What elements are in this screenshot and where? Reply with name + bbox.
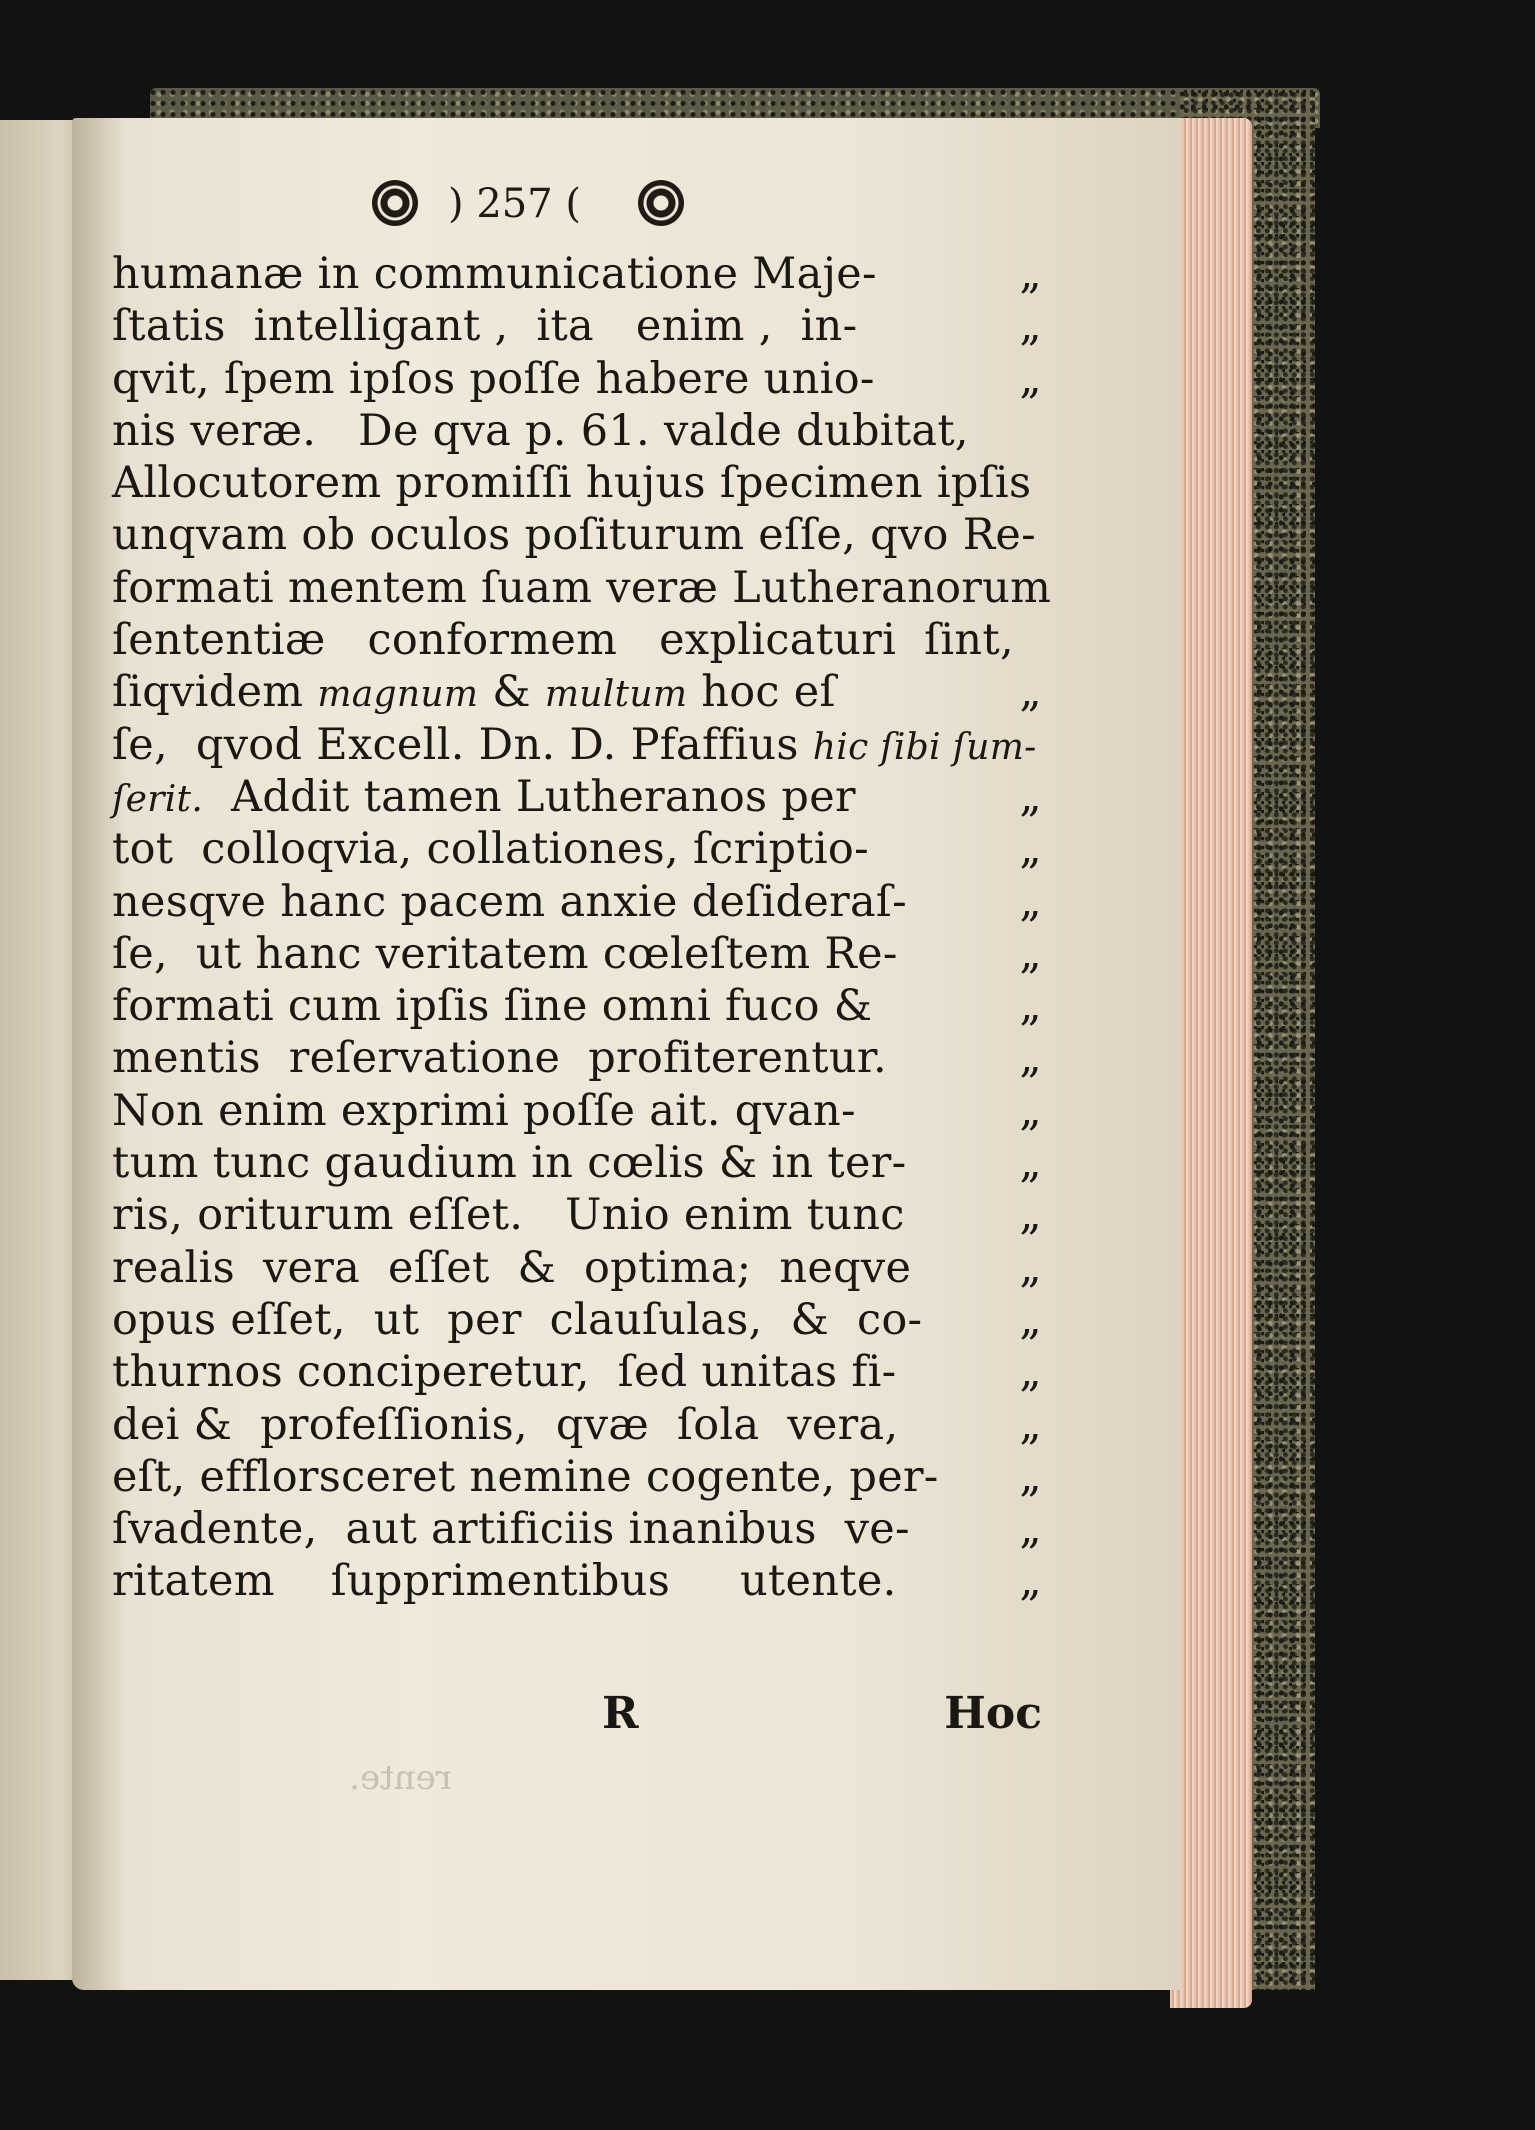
text-line xyxy=(112,823,1042,875)
line-text xyxy=(112,614,1014,666)
text-span: ſe, ut hanc veritatem cœleſtem Re- xyxy=(112,928,898,979)
text-line xyxy=(112,1294,1042,1346)
text-span: eſt, efflorsceret nemine cogente, per- xyxy=(112,1451,939,1502)
quote-mark: „ xyxy=(1019,667,1042,718)
quote-mark: „ xyxy=(1019,1033,1042,1084)
line-text xyxy=(112,457,1031,509)
page-number: ) 257 ( xyxy=(448,181,581,227)
text-span: nesqve hanc pacem anxie deſideraſ- xyxy=(112,876,907,927)
quote-mark: „ xyxy=(1019,824,1042,875)
line-text xyxy=(112,666,836,721)
quote-mark: „ xyxy=(1019,1556,1042,1607)
text-span: ſe, qvod Excell. Dn. D. Pfaffius xyxy=(112,719,813,770)
text-span: thurnos conciperetur, ſed unitas fi- xyxy=(112,1347,897,1398)
quote-mark: „ xyxy=(1019,771,1042,822)
text-line xyxy=(112,457,1042,509)
text-line xyxy=(112,353,1042,405)
quote-mark: „ xyxy=(1019,301,1042,352)
text-span: mentis reſervatione profiterentur. xyxy=(112,1033,887,1084)
line-text xyxy=(112,1555,897,1607)
show-through-text: rente. xyxy=(349,1758,452,1798)
signature-mark: R xyxy=(602,1688,639,1739)
quote-mark: „ xyxy=(1019,928,1042,979)
quote-mark: „ xyxy=(1019,876,1042,927)
quote-mark: „ xyxy=(1019,1451,1042,1502)
text-span: ſententiæ conformem explicaturi ſint, xyxy=(112,615,1014,666)
line-text xyxy=(112,1451,939,1503)
text-span: ris, oriturum eſſet. Unio enim tunc xyxy=(112,1190,905,1241)
book-page-257 xyxy=(72,118,1182,1990)
text-line xyxy=(112,1451,1042,1503)
text-line xyxy=(112,300,1042,352)
page-edges xyxy=(1170,118,1252,2008)
line-text xyxy=(112,1085,856,1137)
text-span: Non enim exprimi poſſe ait. qvan- xyxy=(112,1085,856,1136)
line-text xyxy=(112,1189,905,1241)
text-span: formati cum ipſis ſine omni fuco & xyxy=(112,981,873,1032)
line-text xyxy=(112,405,969,457)
text-span: humanæ in communicatione Maje- xyxy=(112,249,877,299)
text-span: tot colloqvia, collationes, ſcriptio- xyxy=(112,824,869,875)
text-span: ſtatis intelligant , ita enim , in- xyxy=(112,301,858,352)
quote-mark: „ xyxy=(1019,1138,1042,1189)
text-span: nis veræ. De qva p. 61. valde dubitat, xyxy=(112,405,969,456)
line-text xyxy=(112,1346,896,1398)
line-text xyxy=(112,248,877,300)
text-line xyxy=(112,1085,1042,1137)
text-line xyxy=(112,1032,1042,1084)
quote-mark: „ xyxy=(1019,981,1042,1032)
text-line xyxy=(112,1242,1042,1294)
text-line xyxy=(112,1555,1042,1607)
line-text xyxy=(112,928,898,980)
text-line xyxy=(112,928,1042,980)
line-text xyxy=(112,719,1037,774)
text-span: realis vera eſſet & optima; neqve xyxy=(112,1242,912,1293)
catchword: Hoc xyxy=(944,1688,1042,1739)
text-line xyxy=(112,509,1042,561)
text-line xyxy=(112,614,1042,666)
quote-mark: „ xyxy=(1019,249,1042,299)
text-line xyxy=(112,771,1042,823)
quote-mark: „ xyxy=(1019,1085,1042,1136)
line-text xyxy=(112,1399,898,1451)
text-span: & xyxy=(478,667,545,718)
text-line xyxy=(112,562,1052,614)
text-span: dei & profeſſionis, qvæ ſola vera, xyxy=(112,1399,899,1450)
quote-mark: „ xyxy=(1019,353,1042,404)
line-text xyxy=(112,509,1036,561)
quote-mark: „ xyxy=(1019,1504,1042,1555)
line-text xyxy=(112,1032,887,1084)
line-text xyxy=(112,823,869,875)
text-line xyxy=(112,719,1042,771)
text-line xyxy=(112,980,1042,1032)
quote-mark: „ xyxy=(1019,1294,1042,1345)
line-text xyxy=(112,1137,906,1189)
text-line xyxy=(112,248,1042,300)
line-text xyxy=(112,980,872,1032)
page-footer xyxy=(112,1688,1042,1748)
line-text xyxy=(112,353,875,405)
text-span: opus eſſet, ut per clauſulas, & co- xyxy=(112,1294,923,1345)
quote-mark: „ xyxy=(1019,1347,1042,1398)
text-line xyxy=(112,1503,1042,1555)
text-line xyxy=(112,666,1042,718)
text-span: qvit, ſpem ipſos poſſe habere unio- xyxy=(112,353,875,404)
rosette-ornament-icon xyxy=(638,180,684,226)
line-text xyxy=(112,1294,922,1346)
rosette-ornament-icon xyxy=(372,180,418,226)
text-line xyxy=(112,1346,1042,1398)
text-span: hoc eſ xyxy=(687,667,836,718)
body-text xyxy=(112,248,1052,1608)
text-span: tum tunc gaudium in cœlis & in ter- xyxy=(112,1138,907,1189)
italic-text: multum xyxy=(544,674,688,716)
quote-mark: „ xyxy=(1019,1242,1042,1293)
text-span: Allocutorem promiſſi hujus ſpecimen ipſis xyxy=(112,458,1032,509)
text-line xyxy=(112,1399,1042,1451)
text-line xyxy=(112,1137,1042,1189)
line-text xyxy=(112,876,907,928)
text-span: Addit tamen Lutheranos per xyxy=(203,771,856,822)
text-span: ſiqvidem xyxy=(112,667,318,718)
line-text xyxy=(112,300,858,352)
line-text xyxy=(112,771,856,826)
quote-mark: „ xyxy=(1019,1399,1042,1450)
text-line xyxy=(112,1189,1042,1241)
italic-text: magnum xyxy=(317,674,479,716)
text-line xyxy=(112,405,1042,457)
quote-mark: „ xyxy=(1019,1190,1042,1241)
italic-text: hic ſibi ſum- xyxy=(812,726,1037,768)
line-text xyxy=(112,562,1051,614)
text-line xyxy=(112,876,1042,928)
line-text xyxy=(112,1242,911,1294)
running-header xyxy=(372,170,972,240)
text-span: ritatem ſupprimentibus utente. xyxy=(112,1556,897,1607)
line-text xyxy=(112,1503,910,1555)
text-span: unqvam ob oculos poſiturum eſſe, qvo Re- xyxy=(112,510,1036,561)
italic-text: ſerit. xyxy=(112,778,204,820)
text-span: formati mentem ſuam veræ Lutheranorum xyxy=(112,562,1052,613)
text-span: ſvadente, aut artificiis inanibus ve- xyxy=(112,1504,910,1555)
